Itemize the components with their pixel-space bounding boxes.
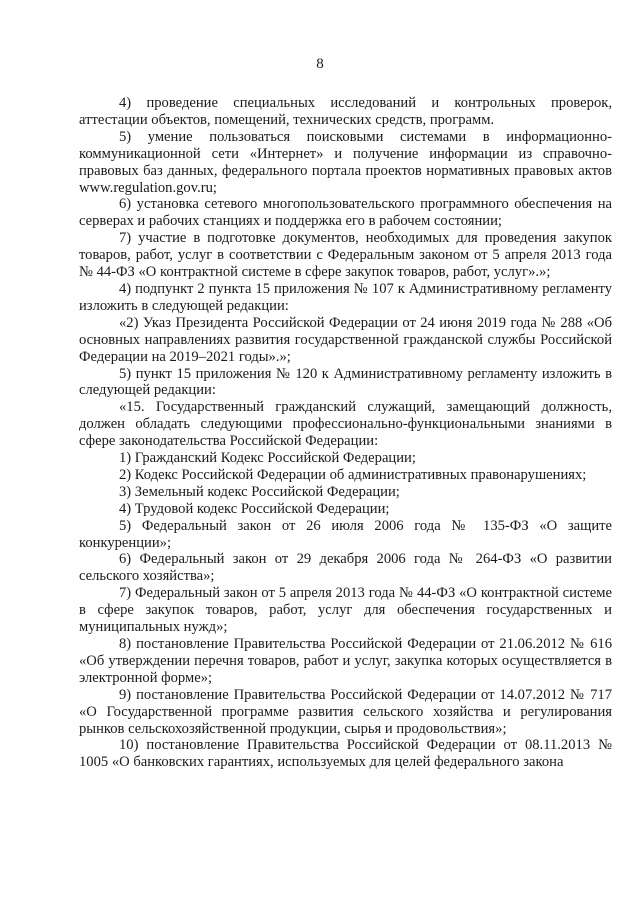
list-item: 6) Федеральный закон от 29 декабря 2006 года № 264-ФЗ «О развитии сельского хозяйства»;	[79, 551, 612, 585]
page-number: 8	[316, 56, 324, 72]
paragraph: «15. Государственный гражданский служащий, замещающий должность, должен обладать следующими профессионально-функциональными знаниями в сфере законодательства Российской Федерации:	[79, 399, 612, 450]
list-item: 5) Федеральный закон от 26 июля 2006 года № 135-ФЗ «О защите конкуренции»;	[79, 517, 612, 551]
list-item: 7) Федеральный закон от 5 апреля 2013 года № 44-ФЗ «О контрактной системе в сфере закупок товаров, работ, услуг для обеспечения государственных и муниципальных нужд»;	[79, 585, 612, 636]
paragraph: 5) пункт 15 приложения № 120 к Административному регламенту изложить в следующей редакции:	[79, 365, 612, 399]
list-item: 1) Гражданский Кодекс Российской Федерации;	[119, 450, 416, 467]
list-item: 9) постановление Правительства Российской Федерации от 14.07.2012 № 717 «О Государственной программе развития сельского хозяйства и регулирования рынков сельскохозяйственной продукции, сырья и продовольствия»;	[79, 686, 612, 737]
list-item: 8) постановление Правительства Российской Федерации от 21.06.2012 № 616 «Об утверждении перечня товаров, работ и услуг, закупка которых осуществляется в электронной форме»;	[79, 636, 612, 686]
list-item: 10) постановление Правительства Российской Федерации от 08.11.2013 № 1005 «О банковских гарантиях, используемых для целей федерального закона	[79, 737, 612, 771]
paragraph: 4) подпункт 2 пункта 15 приложения № 107 к Административному регламенту изложить в следующей редакции:	[79, 280, 612, 314]
document-body	[79, 95, 612, 771]
paragraph: 6) установка сетевого многопользовательского программного обеспечения на серверах и рабочих станциях и поддержка его в рабочем состоянии;	[79, 196, 612, 230]
list-item: 2) Кодекс Российской Федерации об административных правонарушениях;	[119, 466, 587, 483]
paragraph: 5) умение пользоваться поисковыми системами в информационно-коммуникационной сети «Интернет» и получение информации из справочно-правовых баз данных, федерального портала проектов нормативных правовых актов www.regulation.gov.ru;	[79, 128, 612, 196]
paragraph: «2) Указ Президента Российской Федерации от 24 июня 2019 года № 288 «Об основных направлениях развития государственной гражданской службы Российской Федерации на 2019–2021 годы».»;	[79, 314, 612, 365]
list-item: 3) Земельный кодекс Российской Федерации;	[119, 483, 400, 500]
list-item: 4) Трудовой кодекс Российской Федерации;	[119, 500, 390, 517]
paragraph: 4) проведение специальных исследований и контрольных проверок, аттестации объектов, помещений, технических средств, программ.	[79, 95, 612, 128]
paragraph: 7) участие в подготовке документов, необходимых для проведения закупок товаров, работ, услуг в соответствии с Федеральным законом от 5 апреля 2013 года № 44-ФЗ «О контрактной системе в сфере закупок товаров, работ, услуг».»;	[79, 230, 612, 281]
